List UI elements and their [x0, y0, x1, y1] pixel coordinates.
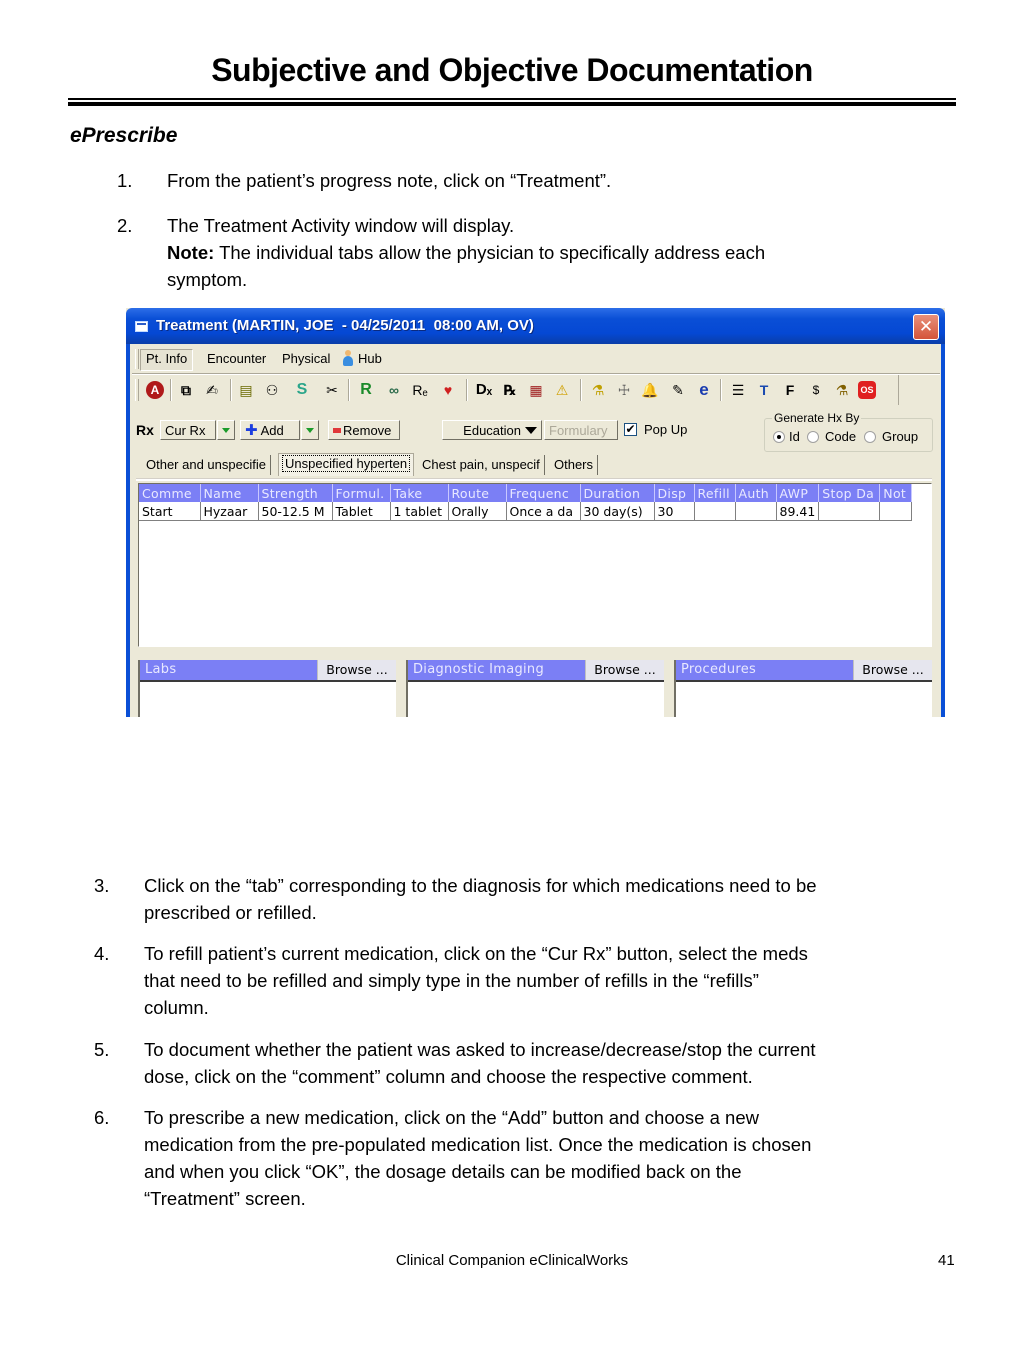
popup-label: Pop Up [644, 422, 688, 437]
lab-result-icon[interactable]: ⚗ [835, 382, 849, 398]
rx-pad-icon[interactable]: ℞ [503, 382, 517, 398]
menu-label: Pt. Info [146, 351, 188, 366]
labs-panel-header [140, 660, 396, 682]
diagnostic-imaging-panel [406, 660, 664, 717]
add-button[interactable] [240, 420, 300, 440]
allergy-icon[interactable]: A [146, 381, 164, 399]
generate-hx-legend: Generate Hx By [774, 411, 860, 425]
medication-bag-icon[interactable]: ♥ [443, 382, 453, 398]
radio-group-label: Group [882, 429, 919, 444]
cell-duration[interactable]: 30 day(s) [580, 502, 654, 521]
rx-label: Rx [136, 422, 154, 438]
section-title: ePrescribe [70, 124, 178, 147]
step-text-line: medication from the pre-populated medication list. Once the medication is chosen [144, 1134, 812, 1155]
cell-formulation[interactable]: Tablet [332, 502, 390, 521]
tab-chest-pain[interactable] [418, 455, 545, 475]
step-text-line: that need to be refilled and simply type in the number of refills in the “refills” [144, 970, 759, 991]
template-icon[interactable]: T [759, 382, 769, 398]
col-dispense[interactable]: Disp [654, 484, 694, 502]
diagnosis-tabs [142, 453, 932, 477]
cell-awp[interactable]: 89.41 [776, 502, 819, 521]
window-frame-right [941, 344, 945, 717]
step-text-line: To document whether the patient was asked to increase/decrease/stop the current [144, 1039, 816, 1060]
cell-auth[interactable] [735, 502, 776, 521]
step-text-line: To refill patient’s current medication, click on the “Cur Rx” button, select the meds [144, 943, 808, 964]
step-text-line: column. [144, 997, 209, 1018]
step-text-line: Click on the “tab” corresponding to the diagnosis for which medications need to be [144, 875, 817, 896]
cell-comment[interactable]: Start [139, 502, 200, 521]
col-stop-date[interactable]: Stop Da [819, 484, 880, 502]
minus-icon [333, 428, 341, 433]
family-icon[interactable]: ⚇ [265, 382, 279, 398]
cell-dispense[interactable]: 30 [654, 502, 694, 521]
window-titlebar[interactable] [126, 308, 945, 344]
step-number: 1. [117, 170, 133, 191]
title-rule-thick [68, 102, 956, 106]
cell-strength[interactable]: 50-12.5 M [258, 502, 332, 521]
tab-others[interactable] [550, 455, 598, 475]
step-number: 6. [94, 1107, 110, 1128]
window-frame-left [126, 344, 130, 717]
education-label: Education [463, 423, 521, 438]
step-text-line: and when you click “OK”, the dosage details can be modified back on the [144, 1161, 742, 1182]
toolbar-separator [580, 379, 582, 401]
billing-icon[interactable]: $ [812, 383, 820, 397]
lab-icon[interactable]: ⚗ [591, 382, 605, 398]
s-icon[interactable]: S [296, 381, 308, 398]
person-icon [342, 350, 354, 366]
copy-icon[interactable]: ⧉ [181, 382, 191, 398]
labs-label: Labs [145, 662, 177, 677]
col-comment[interactable]: Comme [139, 484, 200, 502]
procedures-panel-header [676, 660, 932, 682]
step-text: The Treatment Activity window will display. [167, 215, 515, 236]
cell-take[interactable]: 1 tablet [390, 502, 448, 521]
grid-header-row [139, 484, 912, 502]
menu-encounter[interactable] [202, 349, 271, 369]
col-formulation[interactable]: Formul. [332, 484, 390, 502]
warning-icon[interactable]: ⚠ [555, 382, 569, 398]
generate-hx-group [764, 411, 933, 452]
step-text-line: prescribed or refilled. [144, 902, 317, 923]
xray-icon[interactable]: ☩ [617, 382, 631, 398]
plus-icon: ✚ [245, 422, 258, 439]
add-label: Add [260, 423, 284, 438]
window-app-icon [135, 321, 148, 332]
radio-code-label: Code [825, 429, 857, 444]
cell-frequency[interactable]: Once a da [506, 502, 580, 521]
tab-label: Other and unspecifie [146, 457, 266, 472]
procedures-panel [674, 660, 932, 717]
bell-icon[interactable]: 🔔 [641, 382, 659, 398]
cur-rx-dropdown[interactable] [217, 420, 235, 440]
note-label: Note: [167, 242, 215, 263]
glasses-icon[interactable]: ∞ [389, 382, 399, 398]
radio-group[interactable] [864, 431, 876, 443]
col-frequency[interactable]: Frequenc [506, 484, 580, 502]
add-dropdown[interactable] [301, 420, 319, 440]
form-icon[interactable]: ▤ [239, 382, 253, 398]
tab-other-and-unspecified[interactable] [142, 455, 271, 475]
labs-browse-button[interactable]: Browse ... [317, 660, 396, 680]
pen-icon[interactable]: ✎ [672, 382, 684, 398]
cur-rx-button[interactable]: Cur Rx [160, 420, 216, 440]
close-button[interactable] [913, 314, 939, 340]
col-strength[interactable]: Strength [258, 484, 332, 502]
step-1 [117, 167, 917, 194]
labs-panel [138, 660, 396, 717]
page-title: Subjective and Objective Documentation [211, 52, 813, 88]
toolbar-separator [348, 379, 350, 401]
note-text: The individual tabs allow the physician to specifically address each [214, 242, 766, 263]
toolbar-separator [466, 379, 468, 401]
note-text-continued: symptom. [167, 269, 248, 290]
r-icon[interactable]: R [360, 381, 372, 398]
popup-checkbox[interactable]: ✔ [625, 422, 636, 436]
title-rule-thin [68, 98, 956, 100]
col-refill[interactable]: Refill [694, 484, 735, 502]
imaging-label: Diagnostic Imaging [413, 662, 545, 677]
step-number: 5. [94, 1039, 110, 1060]
col-auth[interactable]: Auth [735, 484, 776, 502]
step-number: 2. [117, 215, 133, 236]
menu-bar [132, 346, 940, 372]
procedure-icon[interactable]: ✂ [326, 382, 338, 398]
procedures-label: Procedures [681, 662, 757, 677]
tab-strip-border [136, 478, 932, 481]
step-2 [117, 212, 917, 294]
toolbar-separator [170, 379, 172, 401]
calendar-icon[interactable]: ▦ [529, 382, 543, 398]
radio-id[interactable] [773, 431, 785, 443]
tab-label: Unspecified hyperten [285, 456, 408, 471]
menu-physical[interactable] [277, 349, 335, 369]
step-text: From the patient’s progress note, click on “Treatment”. [167, 170, 612, 191]
menu-label: Encounter [207, 351, 267, 366]
cell-notes[interactable] [880, 502, 912, 521]
col-duration[interactable]: Duration [580, 484, 654, 502]
col-name[interactable]: Name [200, 484, 258, 502]
cell-route[interactable]: Orally [448, 502, 506, 521]
cell-stop-date[interactable] [819, 502, 880, 521]
table-row[interactable] [139, 502, 912, 521]
flowsheet-icon[interactable]: F [785, 382, 795, 398]
re-icon[interactable]: Rₑ [412, 382, 428, 398]
page-number: 41 [938, 1252, 955, 1269]
col-take[interactable]: Take [390, 484, 448, 502]
cell-name[interactable]: Hyzaar [200, 502, 258, 521]
col-notes[interactable]: Not [880, 484, 912, 502]
cell-refill[interactable] [694, 502, 735, 521]
os-icon[interactable]: OS [858, 381, 876, 399]
toolbar-end-divider [898, 375, 899, 405]
close-icon: ✕ [918, 317, 934, 336]
medications-grid [138, 483, 932, 647]
outline-icon[interactable]: ☰ [731, 382, 745, 398]
toolbar-grip[interactable] [135, 379, 139, 401]
step-number: 4. [94, 943, 110, 964]
remove-label: Remove [343, 423, 392, 438]
tab-label: Others [554, 457, 594, 472]
treatment-window [126, 308, 945, 717]
col-route[interactable]: Route [448, 484, 506, 502]
step-text-line: To prescribe a new medication, click on the “Add” button and choose a new [144, 1107, 759, 1128]
radio-code[interactable] [807, 431, 819, 443]
col-awp[interactable]: AWP [776, 484, 819, 502]
imaging-browse-button[interactable]: Browse ... [585, 660, 664, 680]
menu-pt-info[interactable] [140, 349, 193, 371]
tab-unspecified-hypertension[interactable] [278, 453, 414, 476]
footer-title: Clinical Companion eClinicalWorks [395, 1252, 629, 1269]
imaging-panel-header [408, 660, 664, 682]
remove-button[interactable] [328, 420, 400, 440]
menubar-grip[interactable] [135, 349, 139, 369]
procedures-browse-button[interactable]: Browse ... [853, 660, 932, 680]
menu-hub[interactable] [337, 349, 387, 369]
radio-id-label: Id [789, 429, 800, 444]
education-button[interactable] [442, 420, 542, 440]
sign-icon[interactable]: ✍ [206, 382, 218, 398]
formulary-button[interactable]: Formulary [544, 420, 618, 440]
menu-label: Hub [358, 351, 382, 366]
toolbar-separator [230, 379, 232, 401]
icon-toolbar [132, 375, 898, 405]
tab-label: Chest pain, unspecif [422, 457, 540, 472]
step-number: 3. [94, 875, 110, 896]
step-text-line: dose, click on the “comment” column and choose the respective comment. [144, 1066, 753, 1087]
dx-icon[interactable]: Dₓ [475, 381, 493, 398]
toolbar-separator [720, 379, 722, 401]
window-title: Treatment (MARTIN, JOE - 04/25/2011 08:00 AM, OV) [156, 317, 534, 334]
step-text-line: “Treatment” screen. [144, 1188, 306, 1209]
ie-icon[interactable]: e [699, 380, 709, 399]
menu-label: Physical [282, 351, 331, 366]
caret-down-icon [525, 427, 537, 434]
